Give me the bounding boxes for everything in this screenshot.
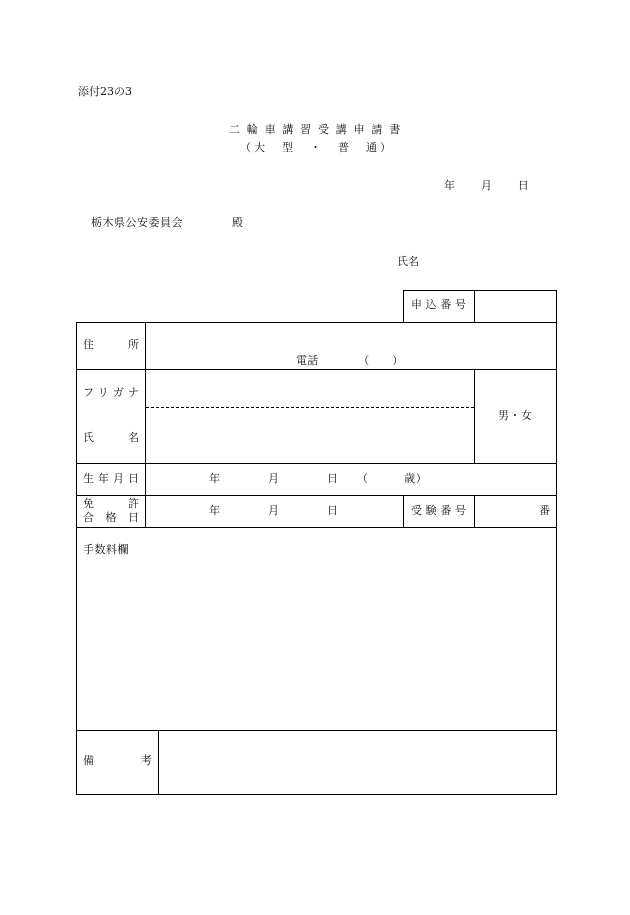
address-label-cell <box>76 322 146 370</box>
birthdate-label-cell <box>76 463 146 496</box>
furigana-divider <box>146 407 474 408</box>
exam-number-label: 受験番号 <box>411 504 466 517</box>
remarks-label-cell <box>76 730 159 795</box>
remarks-label: 備 考 <box>83 754 152 767</box>
phone-label: 電話 （ ） <box>296 354 404 367</box>
license-pass-date-value-cell <box>145 495 404 528</box>
license-pass-date-label-line2: 合 格 日 <box>83 511 139 524</box>
birthdate-value-cell <box>145 463 557 496</box>
birthdate-label: 生年月日 <box>83 472 139 485</box>
form-subtitle: （大 型 ・ 普 通） <box>240 141 394 154</box>
addressee-honorific: 殿 <box>232 216 243 229</box>
gender-options: 男・女 <box>498 409 533 422</box>
furigana-label: フリガナ <box>83 386 139 399</box>
name-label-cell <box>76 369 146 464</box>
fee-label: 手数料欄 <box>83 543 129 556</box>
birthdate-fields: 年 月 日 （ 歳） <box>209 472 428 485</box>
exam-number-label-cell <box>403 495 475 528</box>
applicant-name-label: 氏名 <box>397 255 419 268</box>
license-pass-date-label-line1: 免 許 <box>83 497 139 510</box>
submission-date: 年 月 日 <box>444 179 531 192</box>
exam-number-suffix: 番 <box>539 504 550 517</box>
gender-cell <box>474 369 557 464</box>
attachment-number: 添付23の3 <box>78 85 132 98</box>
application-number-label-cell <box>403 290 475 323</box>
address-value-cell <box>145 322 557 370</box>
remarks-value-cell <box>158 730 557 795</box>
address-label: 住 所 <box>83 338 139 351</box>
license-pass-date-label-cell <box>76 495 146 528</box>
application-number-label: 申込番号 <box>411 298 466 311</box>
application-number-value-cell <box>474 290 557 323</box>
form-title: 二輪車講習受講申請書 <box>229 123 407 136</box>
exam-number-value-cell <box>474 495 557 528</box>
license-pass-date-fields: 年 月 日 <box>209 504 339 517</box>
name-value-cell <box>145 369 475 464</box>
name-label: 氏 名 <box>83 431 139 444</box>
fee-cell <box>76 527 557 731</box>
addressee: 栃木県公安委員会 <box>91 216 183 229</box>
